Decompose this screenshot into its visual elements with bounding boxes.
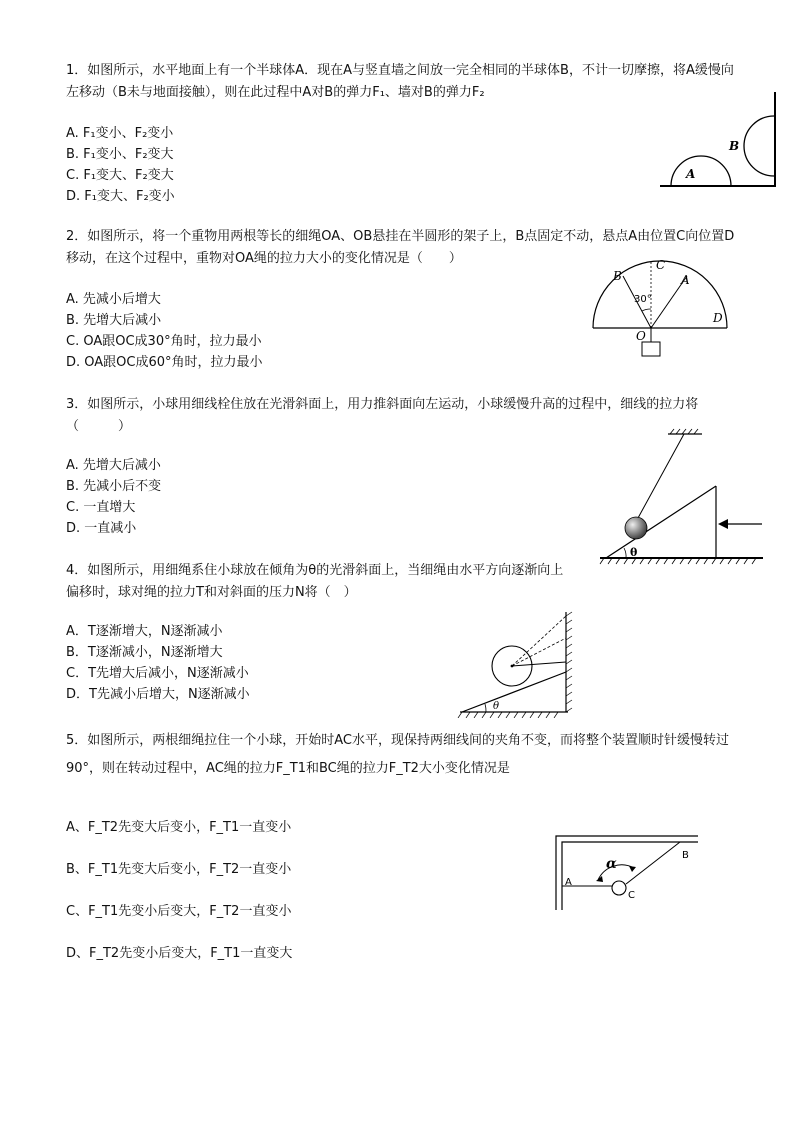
q3-option-d: D. 一直减小: [66, 521, 137, 536]
q3-option-c: C. 一直增大: [66, 500, 136, 515]
q1-option-c: C. F₁变大、F₂变大: [66, 168, 174, 183]
q3-angle-label: θ: [630, 546, 638, 559]
q2-option-a: A. 先减小后增大: [66, 292, 161, 307]
q5-stem: 5．如图所示，两根细绳拉住一个小球，开始时AC水平，现保持两细线间的夹角不变，而将整个装置顺时针缓慢转过90°，则在转动过程中，AC绳的拉力F_T1和BC绳的拉力F_T2大小变化情况是: [66, 733, 730, 776]
q5-option-a: A、F_T2先变大后变小，F_T1一直变小: [66, 820, 292, 835]
q1-label-a: A: [686, 167, 696, 181]
q4-figure: [456, 608, 576, 718]
q2-option-d: D. OA跟OC成60°角时，拉力最小: [66, 355, 263, 370]
q5-option-d: D、F_T2先变小后变大，F_T1一直变大: [66, 946, 293, 961]
q2-label-o: O: [636, 329, 646, 343]
q2-angle-label: 30°: [634, 294, 652, 305]
q2-label-b: B: [613, 269, 622, 283]
q2-stem: 2．如图所示，将一个重物用两根等长的细绳OA、OB悬挂在半圆形的架子上，B点固定不动，悬点A由位置C向位置D移动，在这个过程中，重物对OA绳的拉力大小的变化情况是（ ）: [66, 229, 735, 266]
q4-angle-label: θ: [493, 701, 500, 712]
q2-label-d: D: [713, 311, 723, 325]
q3-stem: 3．如图所示，小球用细线栓住放在光滑斜面上，用力推斜面向左运动，小球缓慢升高的过程中，细线的拉力将（ ）: [66, 397, 699, 434]
q5-option-b: B、F_T1先变大后变小，F_T2一直变小: [66, 862, 292, 877]
q3-figure: [598, 424, 768, 570]
q3-option-b: B. 先减小后不变: [66, 479, 162, 494]
q2-figure: [585, 254, 735, 364]
q4-option-b: B．T逐渐减小，N逐渐增大: [66, 645, 223, 660]
q1-option-b: B. F₁变小、F₂变大: [66, 147, 174, 162]
q1-option-d: D. F₁变大、F₂变小: [66, 189, 175, 204]
q5-label-b: B: [682, 850, 689, 861]
q2-option-b: B. 先增大后减小: [66, 313, 162, 328]
q1-option-a: A. F₁变小、F₂变小: [66, 126, 174, 141]
q4-option-a: A．T逐渐增大，N逐渐减小: [66, 624, 223, 639]
q1-label-b: B: [729, 139, 740, 153]
q2-label-a: A: [681, 273, 690, 287]
q1-figure: [656, 90, 781, 192]
q4-option-c: C．T先增大后减小，N逐渐减小: [66, 666, 249, 681]
q5-label-c: C: [628, 890, 635, 901]
q5-label-a: A: [565, 877, 572, 888]
q5-angle-label: α: [606, 856, 617, 872]
q5-option-c: C、F_T1先变小后变大，F_T2一直变小: [66, 904, 292, 919]
q1-stem: 1．如图所示，水平地面上有一个半球体A．现在A与竖直墙之间放一完全相同的半球体B，不计一切摩擦，将A缓慢向左移动（B未与地面接触），则在此过程中A对B的弹力F₁、墙对B的弹力F₂: [66, 63, 734, 100]
q5-figure: [552, 830, 702, 912]
q4-stem: 4．如图所示，用细绳系住小球放在倾角为θ的光滑斜面上，当细绳由水平方向逐渐向上偏移时，球对绳的拉力T和对斜面的压力N将（ ）: [66, 563, 564, 600]
q4-option-d: D．T先减小后增大，N逐渐减小: [66, 687, 250, 702]
q3-option-a: A. 先增大后减小: [66, 458, 161, 473]
q2-option-c: C. OA跟OC成30°角时，拉力最小: [66, 334, 262, 349]
q2-label-c: C: [656, 258, 666, 272]
